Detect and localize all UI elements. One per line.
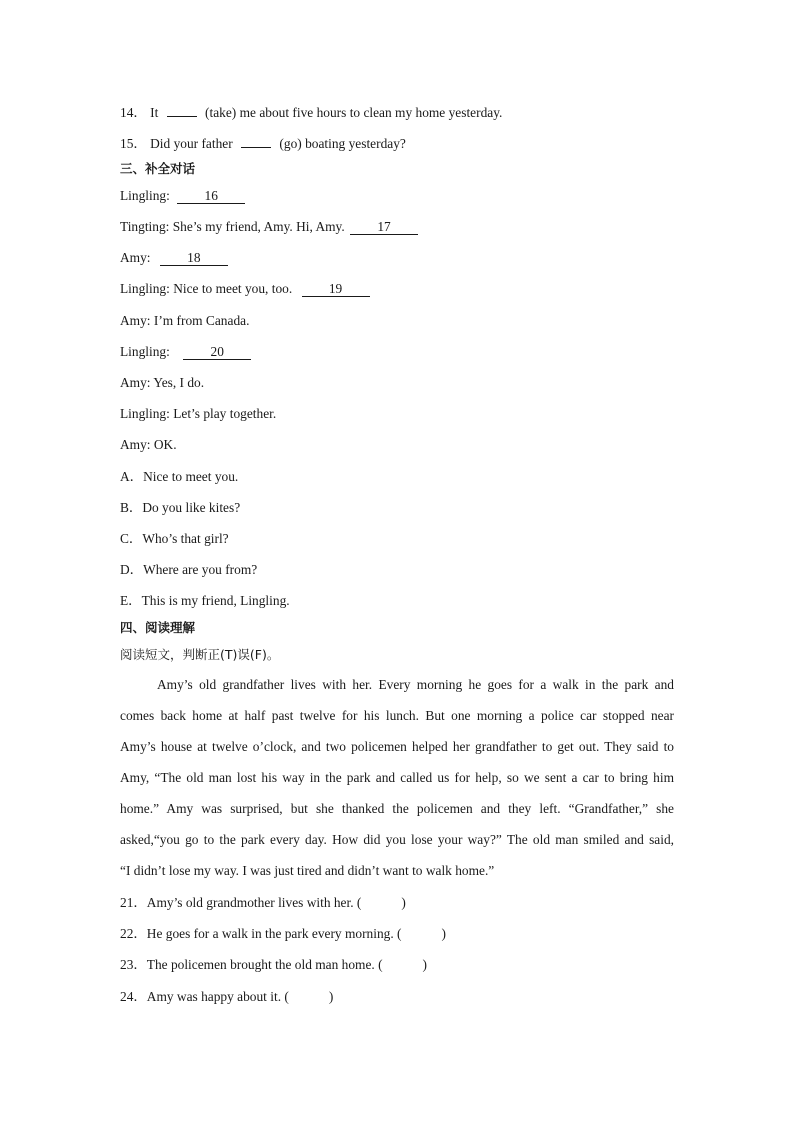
option-b bbox=[120, 499, 240, 517]
dialogue-blank-16[interactable]: 16 bbox=[177, 189, 245, 204]
dialogue-line bbox=[120, 187, 245, 205]
dialogue-text: OK. bbox=[153, 437, 177, 452]
passage-line: “I didn’t lose my way. I was just tired and didn’t want to walk home.” bbox=[120, 863, 495, 878]
paren-close: ) bbox=[441, 926, 446, 941]
dialogue-line bbox=[120, 343, 251, 361]
option-text: Do you like kites? bbox=[142, 500, 241, 515]
question-14 bbox=[120, 104, 502, 122]
question-22 bbox=[120, 925, 446, 943]
question-text: Amy’s old grandmother lives with her. ( bbox=[146, 895, 362, 910]
dialogue-blank-19[interactable]: 19 bbox=[302, 282, 370, 297]
passage-line: Amy’s house at twelve o’clock, and two policemen helped her grandfather to get out. They said to bbox=[120, 739, 674, 754]
dialogue-blank-20[interactable]: 20 bbox=[183, 345, 251, 360]
dialogue-line bbox=[120, 249, 228, 267]
option-text: Who’s that girl? bbox=[142, 531, 229, 546]
option-e bbox=[120, 592, 290, 610]
question-text: He goes for a walk in the park every morning. ( bbox=[146, 926, 402, 941]
question-23 bbox=[120, 956, 427, 974]
passage-line: comes back home at half past twelve for his lunch. But one morning a police car stopped near bbox=[120, 708, 674, 723]
question-number: 23． bbox=[120, 957, 147, 972]
question-number: 22． bbox=[120, 926, 147, 941]
option-letter: A． bbox=[120, 469, 144, 484]
question-text: (take) me about five hours to clean my home yesterday. bbox=[205, 105, 503, 120]
question-text: (go) boating yesterday? bbox=[279, 136, 406, 151]
question-number: 14． bbox=[120, 105, 147, 120]
dialogue-blank-18[interactable]: 18 bbox=[160, 251, 228, 266]
question-text: Did your father bbox=[150, 136, 233, 151]
answer-blank[interactable] bbox=[167, 116, 197, 117]
question-number: 21． bbox=[120, 895, 147, 910]
question-21 bbox=[120, 894, 406, 912]
passage-line: Amy, “The old man lost his way in the park and called us for help, so we sent a car to bring him bbox=[120, 770, 674, 785]
option-c bbox=[120, 530, 229, 548]
passage-line: Amy’s old grandfather lives with her. Every morning he goes for a walk in the park and bbox=[157, 677, 674, 692]
question-24 bbox=[120, 988, 333, 1006]
reading-instruction: 阅读短文，判断正(T)误(F)。 bbox=[120, 647, 280, 662]
option-letter: E． bbox=[120, 593, 142, 608]
dialogue-text: I’m from Canada. bbox=[153, 313, 250, 328]
passage-line: home.” Amy was surprised, but she thanked the policemen and they left. “Grandfather,” she bbox=[120, 801, 674, 816]
speaker-label: Lingling: bbox=[120, 406, 170, 421]
dialogue-line bbox=[120, 374, 204, 392]
option-d bbox=[120, 561, 257, 579]
paren-close: ) bbox=[422, 957, 428, 972]
dialogue-text: She’s my friend, Amy. Hi, Amy. bbox=[172, 219, 345, 234]
answer-blank[interactable] bbox=[241, 147, 271, 148]
dialogue-text: Let’s play together. bbox=[173, 406, 277, 421]
dialogue-line bbox=[120, 405, 276, 423]
question-text: Amy was happy about it. ( bbox=[146, 989, 289, 1004]
option-text: This is my friend, Lingling. bbox=[141, 593, 290, 608]
option-letter: B． bbox=[120, 500, 143, 515]
dialogue-line bbox=[120, 280, 370, 298]
speaker-label: Amy: bbox=[120, 437, 151, 452]
speaker-label: Tingting: bbox=[120, 219, 170, 234]
speaker-label: Lingling: bbox=[120, 344, 170, 359]
passage-line: asked,“you go to the park every day. How did you lose your way?” The old man smiled and said, bbox=[120, 832, 674, 847]
paren-close: ) bbox=[401, 895, 406, 910]
dialogue-line bbox=[120, 218, 418, 236]
option-letter: D． bbox=[120, 562, 144, 577]
dialogue-text: Yes, I do. bbox=[153, 375, 205, 390]
dialogue-blank-17[interactable]: 17 bbox=[350, 220, 418, 235]
paren-close: ) bbox=[328, 989, 334, 1004]
question-text: It bbox=[150, 105, 159, 120]
section-heading-reading: 四、阅读理解 bbox=[120, 620, 196, 635]
dialogue-line bbox=[120, 436, 177, 454]
option-letter: C． bbox=[120, 531, 143, 546]
speaker-label: Lingling: bbox=[120, 188, 170, 203]
question-number: 15． bbox=[120, 136, 147, 151]
dialogue-line bbox=[120, 312, 249, 330]
speaker-label: Amy: bbox=[120, 250, 151, 265]
speaker-label: Amy: bbox=[120, 375, 151, 390]
option-text: Nice to meet you. bbox=[143, 469, 239, 484]
section-heading-dialogue: 三、补全对话 bbox=[120, 161, 196, 176]
question-number: 24． bbox=[120, 989, 147, 1004]
option-text: Where are you from? bbox=[143, 562, 258, 577]
speaker-label: Lingling: bbox=[120, 281, 170, 296]
option-a bbox=[120, 468, 238, 486]
speaker-label: Amy: bbox=[120, 313, 151, 328]
question-15 bbox=[120, 135, 406, 153]
question-text: The policemen brought the old man home. ( bbox=[146, 957, 383, 972]
dialogue-text: Nice to meet you, too. bbox=[173, 281, 293, 296]
